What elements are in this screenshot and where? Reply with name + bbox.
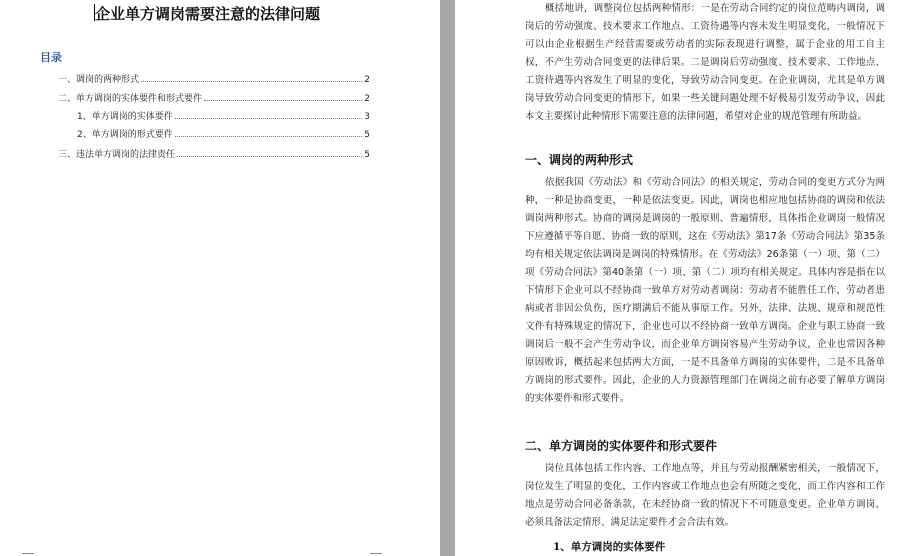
toc-entry-page: 3 — [364, 112, 370, 122]
toc-entry-page: 2 — [364, 94, 370, 104]
toc-entry-text: 二、单方调岗的实体要件和形式要件 — [58, 94, 203, 104]
toc-entry[interactable] — [0, 126, 370, 140]
page-corner-mark — [370, 553, 382, 554]
toc-entry-text: 一、调岗的两种形式 — [58, 75, 140, 85]
section-heading: 二、单方调岗的实体要件和形式要件 — [525, 439, 718, 453]
toc-entry-text: 三、违法单方调岗的法律责任 — [58, 150, 176, 160]
subsection-heading: 1、单方调岗的实体要件 — [553, 541, 666, 553]
body-paragraph: 岗位具体包括工作内容、工作地点等，并且与劳动报酬紧密相关，一般情况下，岗位发生了明显的变化，工作内容或工作地点也会有所随之变化，而工作内容和工作地点是劳动合同必备条款，在未经协商一致的情况下不可随意变更。企业单方调岗，必须具备法定情形、满足法定要件才会合法有效。 — [525, 463, 885, 528]
toc-entry[interactable] — [0, 146, 370, 160]
toc-entry-page: 2 — [364, 75, 370, 85]
toc-entry-page: 5 — [364, 150, 370, 160]
toc-leader-dots — [177, 156, 362, 157]
toc-entry[interactable] — [0, 90, 370, 104]
toc-leader-dots — [204, 100, 362, 101]
document-title[interactable]: 企业单方调岗需要注意的法律问题 — [95, 5, 321, 23]
left-page — [0, 0, 440, 556]
toc-entry[interactable] — [0, 108, 370, 122]
toc-leader-dots — [175, 136, 363, 137]
toc-leader-dots — [141, 81, 362, 82]
right-page — [455, 0, 905, 556]
section-heading: 一、调岗的两种形式 — [525, 153, 634, 167]
toc-leader-dots — [175, 118, 363, 119]
toc-heading: 目录 — [40, 51, 62, 64]
toc-entry-page: 5 — [364, 130, 370, 140]
body-paragraph: 依据我国《劳动法》和《劳动合同法》的相关规定，劳动合同的变更方式分为两种，一种是协商变更，一种是依法变更。因此，调岗也相应地包括协商的调岗和依法调岗两种形式。协商的调岗是调岗的一般原则、普遍情形，具体指企业调岗一般情况下应遵循平等自愿、协商一致的原则，这在《劳动法》第17条《劳动合同法》第35条均有相关规定依法调岗是调岗的特殊情形。在《劳动法》26条第（一）项、第（二）项《劳动合同法》第40条第（一）项、第（二）项均有相关规定。具体内容是指在以下情形下企业可以不经协商一致单方对劳动者调岗：劳动者不能胜任工作，劳动者患病或者非因公负伤，医疗期满后不能从事原工作。另外，法律、法规、规章和规范性文件有特殊规定的情况下，企业也可以不经协商一致单方调岗。企业与职工协商一致调岗后一般不会产生劳动争议，而企业单方调岗容易产生劳动争议，企业也常因各种原因败诉，概括起来包括两大方面，一是不具备单方调岗的实体要件，二是不具备单方调岗的形式要件。因此，企业的人力资源管理部门在调岗之前有必要了解单方调岗的实体要件和形式要件。 — [525, 177, 885, 404]
toc-entry-text: 1、单方调岗的实体要件 — [77, 112, 173, 122]
body-paragraph: 概括地讲，调整岗位包括两种情形：一是在劳动合同约定的岗位范畴内调岗，调岗后的劳动强度、技术要求工作地点、工资待遇等内容未发生明显变化，一般情况下可以由企业根据生产经营需要或劳动者的实际表现进行调整，属于企业的用工自主权，不产生劳动合同变更的法律后果。二是调岗后劳动强度、技术要求、工作地点、工资待遇等内容发生了明显的变化，导致劳动合同变更。在企业调岗，尤其是单方调岗导致劳动合同变更的情形下，如果一些关键问题处理不好极易引发劳动争议，因此本文主要探讨此种情形下需要注意的法律问题，希望对企业的规范管理有所助益。 — [525, 3, 885, 122]
toc-entry-text: 2、单方调岗的形式要件 — [77, 130, 173, 140]
toc-entry[interactable] — [0, 71, 370, 85]
page-corner-mark — [22, 553, 34, 554]
